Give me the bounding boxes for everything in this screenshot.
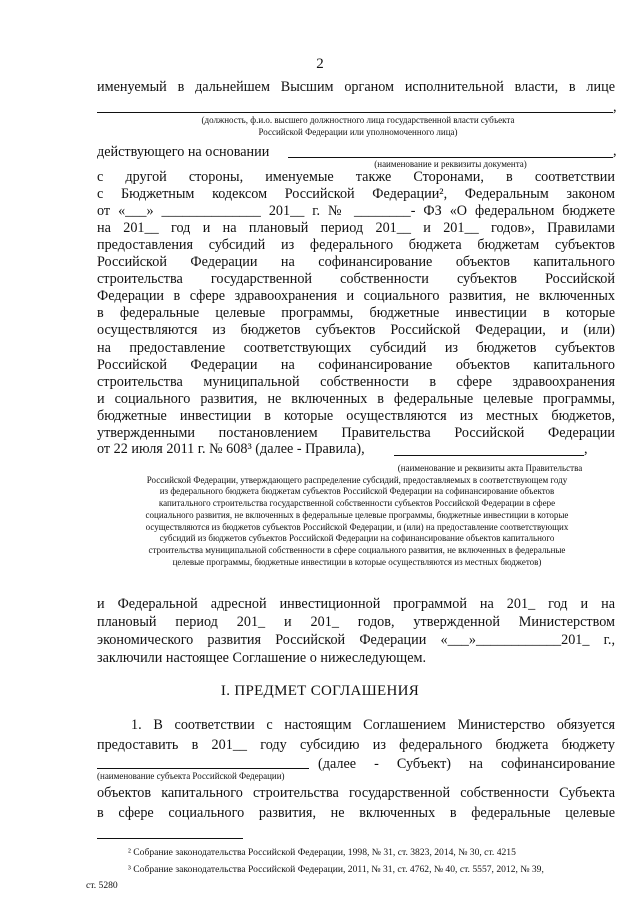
sec1-line-4: объектов капитального строительства государственной собственности Субъекта — [97, 785, 615, 801]
footnote-3: ³ Собрание законодательства Российской Федерации, 2011, № 31, ст. 4762, № 40, ст. 5557, 2012, № 39, — [128, 864, 544, 875]
body2-last-line: заключили настоящее Соглашение о нижеследующем. — [97, 650, 427, 666]
body1-line: с Бюджетным кодексом Российской Федерации², Федеральным законом — [97, 186, 615, 203]
caption3-line: субсидий из бюджетов субъектов Российской Федерации на софинансирование объектов капитального — [159, 533, 555, 544]
intro-line: именуемый в дальнейшем Высшим органом исполнительной власти, в лице — [97, 79, 615, 95]
caption3-line: строительства муниципальной собственности в сфере социального развития, не включенных в федеральные — [148, 544, 566, 555]
caption3-line: (наименование и реквизиты акта Правительства — [397, 463, 583, 473]
section-heading: I. ПРЕДМЕТ СОГЛАШЕНИЯ — [220, 683, 420, 699]
body1-line: Российской Федерации на софинансирование объектов капитального — [97, 254, 615, 271]
caption3-line: Российской Федерации, утверждающего распределение субсидий, предоставляемых в соответствующем году — [146, 474, 568, 485]
caption-subject: (наименование субъекта Российской Федерации) — [97, 771, 285, 781]
body1-line: предоставления субсидий из федерального бюджета бюджетам субъектов — [97, 237, 615, 254]
blank-govt-act — [394, 455, 584, 456]
footnote-3-cont: ст. 5280 — [86, 880, 118, 891]
caption3-line: капитального строительства государственной собственности субъектов Российской Федерации в сфере — [158, 498, 556, 509]
body1-line: с другой стороны, именуемые также Сторонами, в соответствии — [97, 169, 615, 185]
body1-line: Российской Федерации на софинансирование объектов капитального — [97, 356, 615, 373]
caption-document: (наименование и реквизиты документа) — [374, 159, 527, 169]
document-page: 2 именуемый в дальнейшем Высшим органом исполнительной власти, в лице , (должность, ф.и.о. высшего должностного лица государственной власти субъекта Российской Федерации или уполномоченного лица) действующего на основании , (наименование и реквизиты документа) с другой стороны, именуемые также Сторонами, в соответствии с Бюджетным кодексом Российской Федерации², Федеральным законом от «___» ______________ 201__ г. № ________- ФЗ «О федеральном бюджете на 201__ год и на плановый период 201__ и 201__ годов», Правилами предоставления субсидий из федерального бюджета бюджетам субъектов Российской Федерации на софинансирование объектов капитального строительства государственной собственности субъектов Российской Федерации в сфере здравоохранения и социального развития, не включенных в федеральные целевые программы, бюджетные инвестиции в которые осуществляются из бюджетов субъектов Российской Федерации, и (или) на предоставление соответствующих субсидий из бюджетов субъектов Российской Федерации на софинансирование объектов капитального строительства муниципальной собственности в сфере здравоохранения и социального развития, не включенных в федеральные целевые программы, бюджетные инвестиции в которые осуществляются из местных бюджетов, утвержденными постановлением Правительства Российской Федерации от 22 июля 2011 г. № 608³ (далее - Правила), , (наименование и реквизиты акта Правительства Российской Федерации, утверждающего распределение субсидий, предоставляемых в соответствующем году из федерального бюджета бюджетам субъектов Российской Федерации на софинансирование объектов капитального строительства государственной собственности субъектов Российской Федерации в сфере социального развития, не включенных в федеральные целевые программы, бюджетные инвестиции в которые осуществляются из бюджетов субъектов Российской Федерации, и (или) на предоставление соответствующих субсидий из бюджетов субъектов Российской Федерации на софинансирование объектов капитального строительства муниципальной собственности в сфере социального развития, не включенных в федеральные целевые программы, бюджетные инвестиции в которые осуществляются из местных бюджетов) и Федеральной адресной инвестиционной программой на 201_ год и на плановый период 201_ и 201_ годов, утвержденной Министерством экономического развития Российской Федерации «___»____________201_ г., заключили настоящее Соглашение о нижеследующем. I. ПРЕДМЕТ СОГЛАШЕНИЯ 1. В соответствии с настоящим Соглашением Министерство обязуется предоставить в 201__ году субсидию из федерального бюджета бюджету (далее - Субъект) на софинансирование (наименование субъекта Российской Федерации) объектов капитального строительства государственной собственности Субъекта в сфере социального развития, не включенных в федеральные целевые ² Собрание законодательства Российской Федерации, 1998, № 31, ст. 3823, 2014, № 30, ст. 4215 ³ Собрание законодательства Российской Федерации, 2011, № 31, ст. 4762, № 40, ст. 5557, 2012, № 39, ст. 5280 — [0, 0, 640, 905]
body2-line: плановый период 201_ и 201_ годов, утвержденной Министерством — [97, 614, 615, 630]
body1-line: осуществляются из бюджетов субъектов Российской Федерации, и (или) — [97, 322, 615, 339]
body1-last-line: от 22 июля 2011 г. № 608³ (далее - Правила), — [97, 441, 365, 457]
caption3-line: социального развития, не включенных в федеральные целевые программы, бюджетные инвестиции в которые — [145, 509, 569, 520]
body1-line: строительства муниципальной собственности в сфере здравоохранения — [97, 373, 615, 390]
sec1-line-1: 1. В соответствии с настоящим Соглашением Министерство обязуется — [131, 717, 615, 733]
body1-line: на предоставление соответствующих субсидий из бюджетов субъектов — [97, 339, 615, 356]
sec1-line-3: (далее - Субъект) на софинансирование — [318, 756, 615, 772]
blank-subject-name — [97, 768, 309, 769]
footnote-2: ² Собрание законодательства Российской Федерации, 1998, № 31, ст. 3823, 2014, № 30, ст. 4215 — [128, 847, 516, 858]
body1-line: на 201__ год и на плановый период 201__ и 201__ годов», Правилами — [97, 220, 615, 237]
caption-official: (должность, ф.и.о. высшего должностного лица государственной власти субъекта — [201, 115, 515, 125]
body1-line: бюджетные инвестиции в которые осуществляются из местных бюджетов, — [97, 407, 615, 424]
caption3-line: из федерального бюджета бюджетам субъектов Российской Федерации на софинансирование объектов — [159, 486, 555, 497]
body1-line: утвержденными постановлением Правительства Российской Федерации — [97, 424, 615, 441]
page-number: 2 — [316, 56, 324, 72]
caption-official-cont: Российской Федерации или уполномоченного лица) — [258, 127, 458, 137]
footnote-separator — [97, 838, 243, 839]
body1-line: от «___» ______________ 201__ г. № ________- ФЗ «О федеральном бюджете — [97, 203, 615, 220]
body1-line: строительства государственной собственности субъектов Российской — [97, 271, 615, 288]
blank-official-name — [97, 112, 613, 113]
body1-line: Федерации в сфере здравоохранения и социального развития, не включенных — [97, 288, 615, 305]
body2-line: и Федеральной адресной инвестиционной программой на 201_ год и на — [97, 596, 615, 612]
sec1-line-2: предоставить в 201__ году субсидию из федерального бюджета бюджету — [97, 737, 615, 753]
body1-line: и социального развития, не включенных в федеральные целевые программы, — [97, 390, 615, 407]
body2-line: экономического развития Российской Федерации «___»____________201_ г., — [97, 632, 615, 648]
basis-line: действующего на основании — [97, 144, 270, 160]
caption3-line: осуществляются из бюджетов субъектов Российской Федерации, и (или) на предоставление соответствующих — [145, 521, 569, 532]
sec1-line-5: в сфере социального развития, не включенных в федеральные целевые — [97, 805, 615, 821]
blank-document — [288, 157, 613, 158]
body1-line: в федеральные целевые программы, бюджетные инвестиции в которые — [97, 305, 615, 322]
caption3-line: целевые программы, бюджетные инвестиции в которые осуществляются из местных бюджетов) — [172, 556, 542, 567]
